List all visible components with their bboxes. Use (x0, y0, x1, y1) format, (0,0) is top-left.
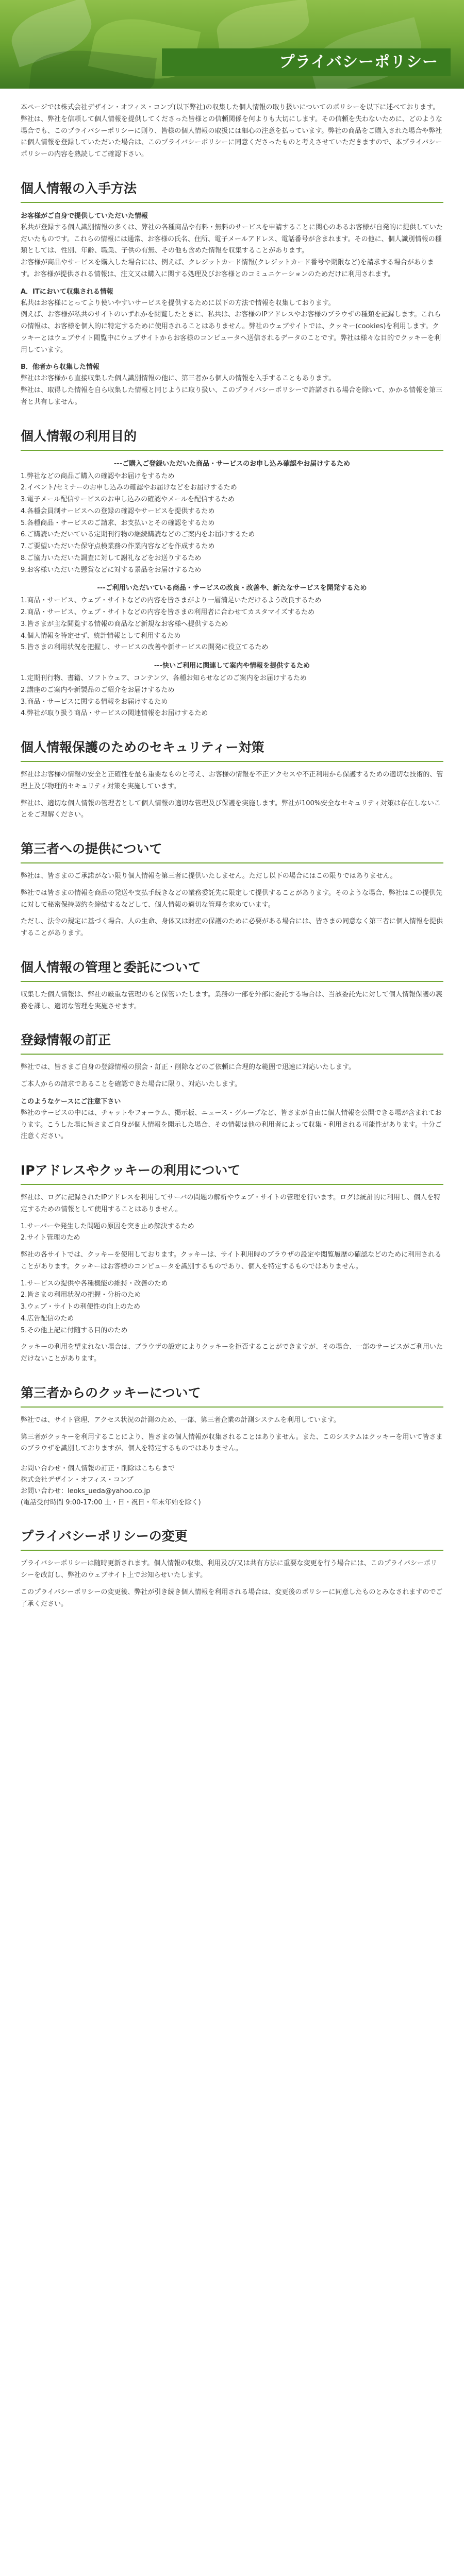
block-title: お客様がご自身で提供していただいた情報 (21, 212, 148, 220)
list-item: 2.商品・サービス、ウェブ・サイトなどの内容を皆さまの利用者に合わせてカスタマイズするため (21, 608, 314, 616)
list-item: 2.皆さまの利用状況の把握・分析のため (21, 1291, 141, 1299)
contact-info (21, 1463, 443, 1509)
purpose-list (21, 595, 443, 654)
paragraph: 弊社では皆さまの情報を商品の発送や支払手続きなどの業務委託先に限定して提供することがあります。そのような場合、弊社はこの提供先に対して秘密保持契約を締結するなどして、個人情報の適切な管理を求めています。 (21, 889, 442, 909)
contact-line: お問い合わせ・個人情報の訂正・削除はこちらまで (21, 1465, 175, 1472)
list-item: 9.お客様いただいた懸賞などに対する景品をお届けするため (21, 566, 202, 574)
list-item: 4.広告配信のため (21, 1314, 74, 1323)
list-item: 1.サービスの提供や各種機能の維持・改善のため (21, 1279, 168, 1287)
header-banner (0, 0, 464, 89)
cookie-use-list (21, 1278, 443, 1337)
paragraph: 弊社はお客様の情報の安全と正確性を最も重要なものと考え、お客様の情報を不正アクセスや不正利用から保護するための適切な技術的、管理上及び物理的セキュリティ対策を実施しています。 (21, 771, 443, 790)
group-title: ---ご購入ご登録いただいた商品・サービスのお申し込み確認やお届けするため (113, 460, 351, 468)
list-item: 6.ご購読いただいている定期刊行物の継続購読などのご案内をお届けするため (21, 531, 255, 539)
list-item: 1.弊社などの商品ご購入の確認やお届けをするため (21, 472, 175, 480)
list-item: 3.電子メール配信サービスのお申し込みの確認やメールを配信するため (21, 496, 235, 503)
paragraph: 収集した個人情報は、弊社の厳重な管理のもと保管いたします。業務の一部を外部に委託する場合は、当該委託先に対して個人情報保護の義務を課し、適切な管理を実施させます。 (21, 990, 442, 1010)
paragraph: 弊社では、サイト管理、アクセス状況の計測のため、一部、第三者企業の計測システムを利用しています。 (21, 1416, 340, 1424)
paragraph: 弊社は、皆さまのご承諾がない限り個人情報を第三者に提供いたしません。ただし以下の場合にはこの限りではありません。 (21, 872, 397, 880)
contact-email[interactable]: お問い合わせ：leoks_ueda@yahoo.co.jp (21, 1487, 151, 1496)
block-text: 私共はお客様にとってより使いやすいサービスを提供するために以下の方法で情報を収集しております。 例えば、お客様が私共のサイトのいずれかを閲覧したときに、私共は、お客様のIPアドレスやお客様のブラウザの種類を記録します。これらの情報は、お客様を個人的に特定するために使用されることはありません。弊社のウェブサイトでは、クッキー(cookies)を利用します。クッキーとはウェブサイト閲覧中にウェブサイトからお客様のコンピュータへ送信されるデータのことです。弊社は様々な目的でクッキーを利用しています。 (21, 299, 441, 354)
ip-use-list (21, 1221, 443, 1245)
block-text: 弊社はお客様から直接収集した個人識別情報の他に、第三者から個人の情報を入手することもあります。 弊社は、取得した情報を自ら収集した情報と同じように取り扱い、このプライバシーポリシーで許諾される場合を除いて、かかる情報を第三者と共有しません。 (21, 375, 443, 406)
list-item: 8.ご協力いただいた調査に対して謝礼などをお送りするため (21, 554, 202, 562)
paragraph: ただし、法令の規定に基づく場合、人の生命、身体又は財産の保護のために必要がある場合には、皆さまの同意なく第三者に個人情報を提供することがあります。 (21, 918, 443, 937)
list-item: 2.イベント/セミナーのお申し込みの確認やお届けなどをお届けするため (21, 484, 237, 492)
main-content (0, 89, 464, 1636)
paragraph: 弊社は、適切な個人情報の管理者として個人情報の適切な管理及び保護を実施します。弊社が100%安全なセキュリティ対策は存在しないことをご理解ください。 (21, 799, 441, 819)
paragraph: このプライバシーポリシーの変更後、弊社が引き続き個人情報を利用される場合は、変更後のポリシーに同意したものとみなされますのでご了承ください。 (21, 1588, 443, 1608)
group-title: ---ご利用いただいている商品・サービスの改良・改善や、新たなサービスを開発するため (97, 584, 367, 592)
list-item: 3.皆さまが主な閲覧する情報の商品など新規なお客様へ提供するため (21, 620, 228, 628)
paragraph: 第三者がクッキーを利用することにより、皆さまの個人情報が収集されることはありません。また、このシステムはクッキーを用いて皆さまのブラウザを識別しておりますが、個人を特定するものではありません。 (21, 1433, 443, 1453)
list-item: 1.サーバーや発生した問題の原因を突き止め解決するため (21, 1222, 194, 1230)
intro-text: 本ページでは株式会社デザイン・オフィス・コンプ(以下弊社)の収集した個人情報の取り扱いについてのポリシーを以下に述べております。弊社は、弊社を信頼して個人情報を提供してくださった皆様との信頼関係を何よりも大切にします。その信頼を失わないために、どのような場合でも、このプライバシーポリシーに則り、皆様の個人情報の取扱には細心の注意を払っています。弊社の商品をご購入された場合や弊社に個人情報を登録していただいた場合は、このプライバシーポリシーに同意くださったものと考えさせていただきますので、本プライバシーポリシーの内容を熟読してご確認下さい。 (21, 104, 442, 158)
section-heading: 個人情報の管理と委託について (21, 957, 443, 982)
group-title: ---快いご利用に関連して案内や情報を提供するため (154, 662, 310, 670)
block-title: A．ITにおいて収集される情報 (21, 287, 113, 296)
list-item: 3.商品・サービスに関する情報をお届けするため (21, 698, 168, 706)
section-heading: IPアドレスやクッキーの利用について (21, 1160, 443, 1185)
list-item: 2.講座のご案内や新製品のご紹介をお届けするため (21, 686, 175, 694)
list-item: 7.ご要望いただいた保守点検業務の作業内容などを作成するため (21, 543, 215, 550)
paragraph: プライバシーポリシーは随時更新されます。個人情報の収集、利用及び/又は共有方法に重要な変更を行う場合には、このプライバシーポリシーを改訂し、弊社のウェブサイト上でお知らせいたします。 (21, 1560, 438, 1580)
section-heading: 個人情報の利用目的 (21, 426, 443, 451)
paragraph: クッキーの利用を望まれない場合は、ブラウザの設定によりクッキーを拒否することができますが、その場合、一部のサービスがご利用いただけないことがあります。 (21, 1343, 443, 1363)
section-heading: 登録情報の訂正 (21, 1030, 443, 1055)
list-item: 5.その他上記に付随する目的のため (21, 1326, 128, 1334)
notice-title: このようなケースにご注意下さい (21, 1097, 121, 1106)
contact-hours: (電話受付時間 9:00-17:00 土・日・祝日・年末年始を除く) (21, 1499, 201, 1507)
section-heading: 第三者からのクッキーについて (21, 1383, 443, 1408)
list-item: 5.各種商品・サービスのご請求、お支払いとその確認をするため (21, 519, 215, 527)
purpose-list (21, 471, 443, 577)
block-text: 私共が登録する個人識別情報の多くは、弊社の各種商品や有料・無料のサービスを申請することに関心のあるお客様が自発的に提供していただいたものです。これらの情報には通常、お客様の氏名、住所、電子メールアドレス、電話番号が含まれます。その他に、個人識別情報の種類としては、性別、年齢、職業、子供の有無、その他も含めた情報を収集することがあります。 お客様が商品やサービスを購入した場合には、例えば、クレジットカード情報(クレジットカード番号や期限など)を請求する場合があります。お客様が提供される情報は、注文又は購入に関する処理及びお客様とのコミュニケーションのためだけに利用されます。 (21, 223, 443, 278)
list-item: 3.ウェブ・サイトの利便性の向上のため (21, 1303, 140, 1311)
list-item: 4.弊社が取り扱う商品・サービスの関連情報をお届けするため (21, 709, 208, 718)
page-title: プライバシーポリシー (162, 48, 451, 76)
section-heading: 個人情報保護のためのセキュリティー対策 (21, 737, 443, 762)
section-heading: 個人情報の入手方法 (21, 178, 443, 203)
paragraph: ご本人からの請求であることを確認できた場合に限り、対応いたします。 (21, 1080, 241, 1088)
list-item: 2.サイト管理のため (21, 1234, 80, 1242)
list-item: 4.各種会員制サービスへの登録の確認やサービスを提供するため (21, 507, 215, 515)
list-item: 4.個人情報を特定せず、統計情報として利用するため (21, 632, 181, 640)
notice-text: 弊社のサービスの中には、チャットやフォーラム、掲示板、ニュース・グループなど、皆さまが自由に個人情報を公開できる場が含まれております。こうした場に皆さまご自身が個人情報を開示した場合、その情報は他の利用者によって収集・利用される可能性があります。十分ご注意ください。 (21, 1109, 442, 1141)
section-heading: プライバシーポリシーの変更 (21, 1526, 443, 1551)
section-heading: 第三者への提供について (21, 839, 443, 863)
paragraph: 弊社の各サイトでは、クッキーを使用しております。クッキーは、サイト利用時のブラウザの設定や閲覧履歴の確認などのために利用されることがあります。クッキーはお客様のコンピュータを識別するものであり、個人を特定するものではありません。 (21, 1251, 442, 1270)
contact-company: 株式会社デザイン・オフィス・コンプ (21, 1476, 134, 1484)
block-title: B．他者から収集した情報 (21, 363, 100, 371)
purpose-list (21, 673, 443, 720)
list-item: 5.皆さまの利用状況を把握し、サービスの改善や新サービスの開発に役立てるため (21, 643, 269, 652)
list-item: 1.商品・サービス、ウェブ・サイトなどの内容を皆さまがより一層満足いただけるよう改良するため (21, 597, 322, 605)
paragraph: 弊社では、皆さまご自身の登録情報の照会・訂正・削除などのご依頼に合理的な範囲で迅速に対応いたします。 (21, 1063, 355, 1072)
leaf-decoration (214, 0, 311, 53)
paragraph: 弊社は、ログに記録されたIPアドレスを利用してサーバの問題の解析やウェブ・サイトの管理を行います。ログは統計的に利用し、個人を特定するための情報として使用することはありません。 (21, 1194, 441, 1213)
list-item: 1.定期刊行物、書籍、ソフトウェア、コンテンツ、各種お知らせなどのご案内をお届けするため (21, 674, 307, 682)
